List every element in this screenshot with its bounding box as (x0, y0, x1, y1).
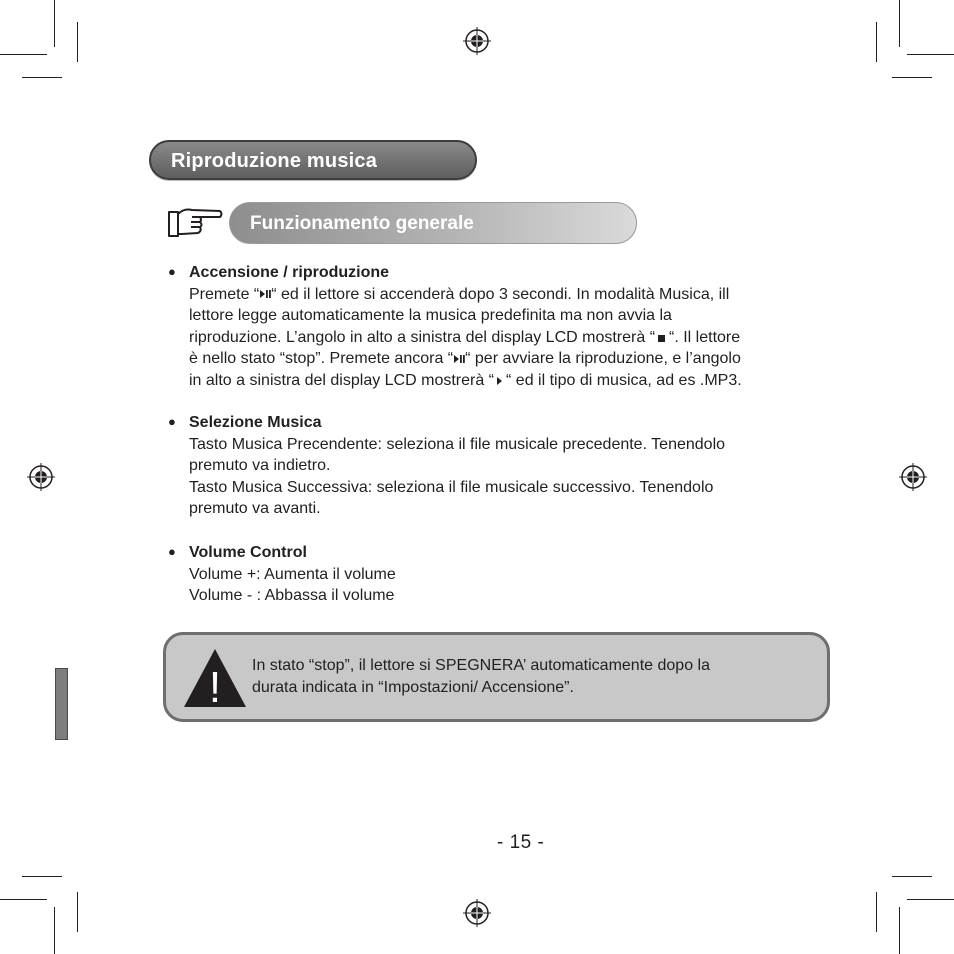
text-line: Premete “ “ ed il lettore si accenderà dopo 3 secondi. In modalità Musica, ill (189, 285, 730, 303)
stop-icon (655, 333, 669, 343)
play-pause-icon (259, 289, 271, 299)
text-line: in alto a sinistra del display LCD mostrerà “ “ ed il tipo di musica, ad es .MP3. (189, 371, 742, 389)
svg-text:!: ! (208, 663, 222, 709)
text-line: Volume +: Aumenta il volume (189, 565, 396, 583)
registration-mark-icon (462, 26, 492, 56)
heading-accensione: Accensione / riproduzione (189, 264, 390, 281)
registration-mark-icon (898, 462, 928, 492)
play-icon (494, 376, 506, 386)
text-line: è nello stato “stop”. Premete ancora “ “ per avviare la riproduzione, e l’angolo (189, 350, 741, 368)
registration-mark-icon (462, 898, 492, 928)
heading-volume-control: Volume Control (189, 544, 307, 561)
section-title-banner (149, 140, 477, 180)
subsection-title: Funzionamento generale (250, 213, 474, 234)
heading-selezione-musica: Selezione Musica (189, 414, 322, 431)
registration-mark-icon (26, 462, 56, 492)
bullet: ● (168, 264, 176, 279)
subsection-title-banner (229, 202, 637, 244)
text-line: Tasto Musica Successiva: seleziona il file musicale successivo. Tenendolo (189, 478, 714, 496)
text-line: Tasto Musica Precendente: seleziona il file musicale precedente. Tenendolo (189, 435, 726, 453)
text-line: riproduzione. L’angolo in alto a sinistra del display LCD mostrerà “ “. Il lettore (189, 328, 741, 346)
warning-text-line: In stato “stop”, il lettore si SPEGNERA’ automaticamente dopo la (252, 657, 710, 674)
side-tab-marker (55, 668, 68, 740)
play-pause-icon (453, 354, 465, 364)
text-line: lettore legge automaticamente la musica predefinita ma non avvia la (189, 307, 672, 325)
text-line: Volume - : Abbassa il volume (189, 587, 395, 605)
bullet: ● (168, 414, 176, 429)
text-line: premuto va avanti. (189, 500, 321, 518)
page-number: - 15 - (497, 832, 545, 853)
text-line: premuto va indietro. (189, 457, 331, 475)
warning-triangle-icon (182, 647, 248, 709)
section-title: Riproduzione musica (171, 150, 378, 172)
warning-box (163, 632, 830, 722)
warning-text-line: durata indicata in “Impostazioni/ Accensione”. (252, 679, 574, 696)
pointing-hand-icon (166, 204, 224, 240)
bullet: ● (168, 544, 176, 559)
